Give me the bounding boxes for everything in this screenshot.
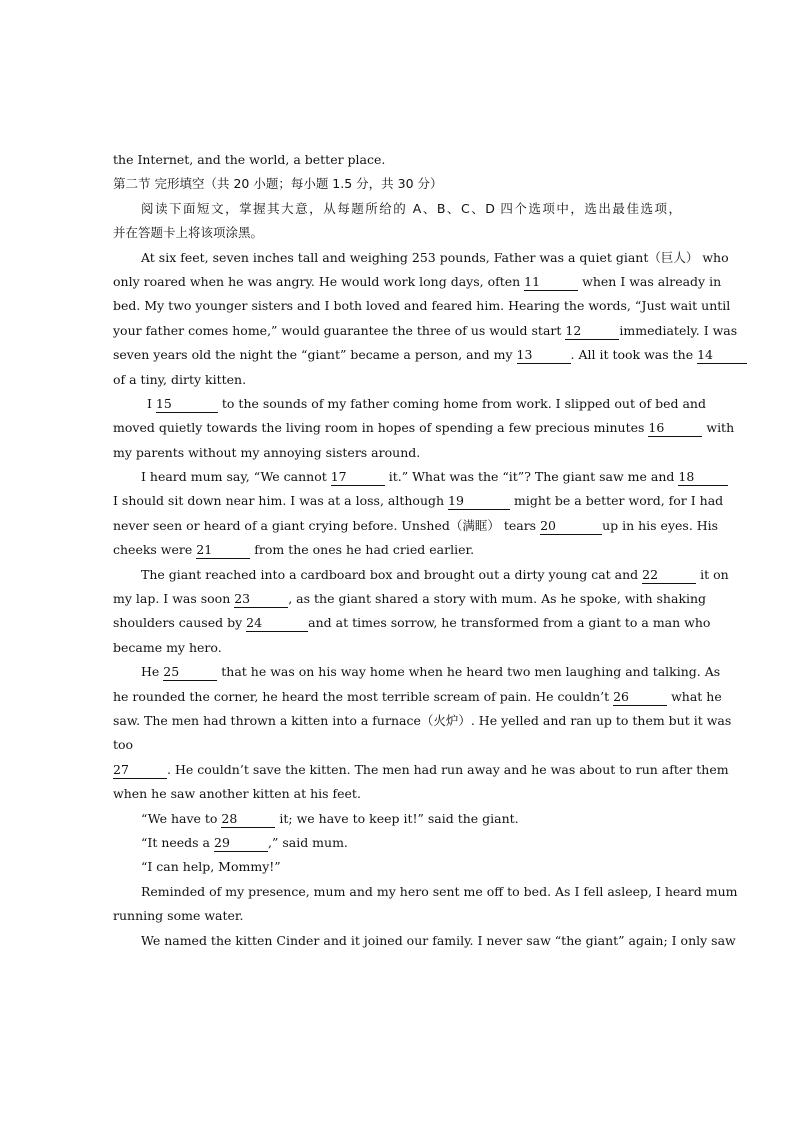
text-fragment: He: [141, 664, 164, 680]
text-line: [113, 807, 681, 831]
text-fragment: from the ones he had cried earlier.: [250, 542, 475, 558]
text-line: [113, 587, 707, 611]
text-line: running some water.: [113, 908, 244, 924]
text-fragment: with: [702, 420, 735, 436]
text-line: [113, 758, 729, 782]
text-line: [113, 831, 681, 855]
section-heading: 第二节 完形填空（共 20 小题；每小题 1.5 分，共 30 分）: [113, 176, 443, 192]
blank-25: 25: [163, 664, 217, 681]
blank-15: 15: [156, 396, 218, 413]
text-line: [113, 392, 706, 416]
text-fragment: it on: [696, 566, 729, 582]
blank-17: 17: [331, 469, 385, 486]
text-fragment: when I was already in: [578, 273, 722, 289]
text-line: [113, 611, 711, 635]
text-fragment: it; we have to keep it!” said the giant.: [275, 810, 519, 826]
text-fragment: seven years old the night the “giant” became a person, and my: [113, 347, 517, 363]
blank-23: 23: [234, 591, 288, 608]
blank-19: 19: [448, 493, 510, 510]
text-fragment: “It needs a: [141, 834, 214, 850]
text-fragment: immediately. I was: [619, 322, 738, 338]
text-line: [113, 660, 721, 684]
text-fragment: moved quietly towards the living room in hopes of spending a few precious minutes: [113, 420, 649, 436]
text-fragment: ,” said mum.: [268, 834, 348, 850]
blank-29: 29: [214, 835, 268, 852]
text-fragment: . All it took was the: [570, 347, 698, 363]
blank-13: 13: [517, 347, 571, 364]
instruction-line: 阅读下面短文，掌握其大意，从每题所给的 A、B、C、D 四个选项中，选出最佳选项，: [141, 200, 681, 216]
text-line: of a tiny, dirty kitten.: [113, 371, 247, 387]
text-fragment: my lap. I was soon: [113, 591, 235, 607]
text-line: [113, 270, 722, 294]
text-fragment: only roared when he was angry. He would work long days, often: [113, 273, 525, 289]
blank-21: 21: [196, 542, 250, 559]
text-line: [113, 514, 719, 538]
blank-16: 16: [648, 420, 702, 437]
blank-12: 12: [565, 323, 619, 340]
text-fragment: what he: [667, 688, 722, 704]
text-fragment: The giant reached into a cardboard box and brought out a dirty young cat and: [141, 566, 643, 582]
text-line: bed. My two younger sisters and I both loved and feared him. Hearing the words, “Just wait until: [113, 298, 731, 314]
text-fragment: might be a better word, for I had: [510, 493, 724, 509]
text-fragment: and at times sorrow, he transformed from a giant to a man who: [308, 615, 711, 631]
text-line: Reminded of my presence, mum and my hero sent me off to bed. As I fell asleep, I heard mum: [141, 883, 738, 899]
text-line: [113, 685, 722, 709]
blank-14: 14: [697, 347, 747, 364]
text-fragment: I: [147, 395, 156, 411]
text-line: became my hero.: [113, 639, 222, 655]
text-fragment: , as the giant shared a story with mum. As he spoke, with shaking: [288, 591, 707, 607]
text-fragment: shoulders caused by: [113, 615, 247, 631]
text-fragment: cheeks were: [113, 542, 197, 558]
text-line: when he saw another kitten at his feet.: [113, 786, 361, 802]
blank-26: 26: [613, 689, 667, 706]
text-line: [113, 416, 735, 440]
text-fragment: to the sounds of my father coming home from work. I slipped out of bed and: [217, 395, 706, 411]
text-fragment: that he was on his way home when he heard two men laughing and talking. As: [217, 664, 721, 680]
text-line: [113, 489, 724, 513]
text-fragment: it.” What was the “it”? The giant saw me and: [384, 469, 679, 485]
text-fragment: up in his eyes. His: [602, 517, 719, 533]
text-fragment: he rounded the corner, he heard the most terrible scream of pain. He couldn’t: [113, 688, 614, 704]
instruction-line: 并在答题卡上将该项涂黑。: [113, 225, 264, 241]
text-line: At six feet, seven inches tall and weighing 253 pounds, Father was a quiet giant（巨人） who: [141, 249, 729, 265]
document-body: [113, 148, 738, 953]
text-fragment: I should sit down near him. I was at a loss, although: [113, 493, 449, 509]
text-line: [113, 319, 738, 343]
blank-28: 28: [221, 811, 275, 828]
text-line: [113, 563, 729, 587]
blank-18: 18: [678, 469, 728, 486]
blank-27: 27: [113, 762, 167, 779]
blank-20: 20: [540, 518, 602, 535]
text-fragment: I heard mum say, “We cannot: [141, 469, 331, 485]
text-fragment: your father comes home,” would guarantee the three of us would start: [113, 322, 566, 338]
blank-24: 24: [246, 615, 308, 632]
text-line: [113, 465, 695, 489]
text-line: the Internet, and the world, a better place.: [113, 152, 386, 167]
text-line: saw. The men had thrown a kitten into a furnace（火炉）. He yelled and ran up to them but it was: [113, 712, 732, 728]
text-fragment: . He couldn’t save the kitten. The men had run away and he was about to run after them: [167, 761, 729, 777]
text-line: We named the kitten Cinder and it joined our family. I never saw “the giant” again; I only saw: [141, 932, 736, 948]
text-line: my parents without my annoying sisters around.: [113, 444, 421, 460]
text-fragment: “We have to: [141, 810, 222, 826]
text-line: too: [113, 737, 134, 753]
text-line: [113, 343, 713, 367]
text-line: “I can help, Mommy!”: [141, 859, 281, 875]
blank-11: 11: [524, 274, 578, 291]
text-fragment: never seen or heard of a giant crying before. Unshed（满眶） tears: [113, 517, 541, 533]
text-line: [113, 538, 681, 562]
blank-22: 22: [642, 567, 696, 584]
